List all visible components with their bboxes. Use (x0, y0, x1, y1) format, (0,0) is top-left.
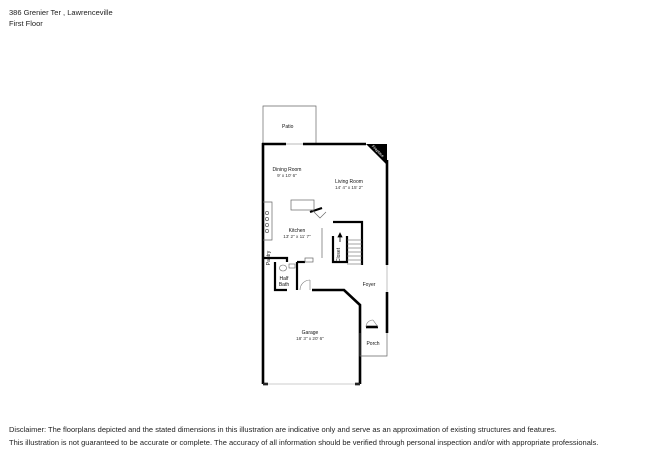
disclaimer-line-2: This illustration is not guaranteed to be accurate or complete. The accuracy of all information should be verified through personal inspection and/or with appropriate professionals. (9, 438, 599, 447)
room-label-kitchen: Kitchen (288, 228, 306, 234)
room-label-dining-room: Dining Room (272, 167, 302, 173)
room-dims-dining-room: 9' x 10' 6" (277, 173, 297, 178)
floor-label: First Floor (9, 19, 43, 28)
room-label-closet: Closet (336, 247, 342, 263)
room-label-foyer: Foyer (362, 282, 376, 288)
disclaimer-line-1: Disclaimer: The floorplans depicted and the stated dimensions in this illustration are indicative only and serve as an approximation of existing structures and features. (9, 425, 557, 434)
room-dims-kitchen: 13' 2" x 11' 7" (283, 234, 311, 239)
room-label-pantry: Pantry (266, 250, 272, 266)
room-dims-garage: 18' 3" x 20' 6" (296, 336, 324, 341)
exterior-walls (262, 143, 387, 384)
room-label-patio: Patio (282, 124, 294, 130)
fireplace-label: Fireplace (370, 144, 385, 159)
fireplace (366, 144, 387, 165)
room-label-living-room: Living Room (335, 179, 363, 185)
room-dims-living-room: 14' 4" x 15' 2" (335, 185, 363, 190)
staircase (347, 240, 362, 264)
property-address: 386 Grenier Ter , Lawrenceville (9, 8, 113, 17)
room-label-half-bath-line1: Half (279, 276, 289, 282)
room-label-half-bath-line2: Bath (278, 282, 290, 288)
room-label-garage: Garage (301, 330, 319, 336)
interior-walls (263, 208, 362, 290)
stair-arrow (338, 233, 342, 242)
half-bath-fixtures (280, 264, 296, 271)
room-label-porch: Porch (366, 341, 380, 347)
